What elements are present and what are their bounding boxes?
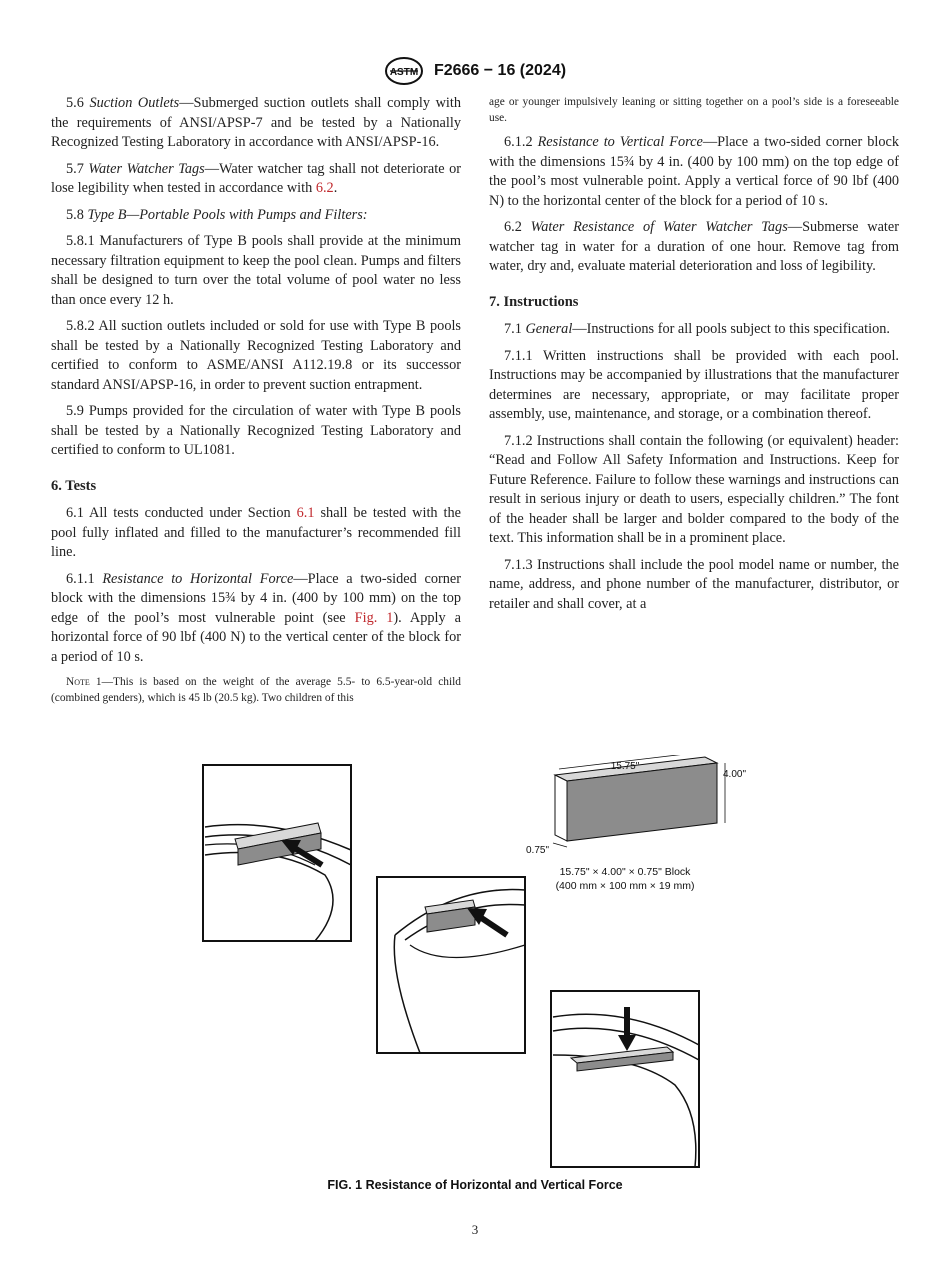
section-5-9: 5.9 Pumps provided for the circulation of water with Type B pools shall be tested by a Nationally Recognized Testing Laboratory and certified to conform to UL1081. <box>51 403 461 458</box>
page-header <box>0 56 950 86</box>
section-7-1-2: 7.1.2 Instructions shall contain the following (or equivalent) header: “Read and Follow All Safety Information and Instructions. Keep for Future Reference. Failure to follow these warnings and instructions can result in serious injury or death to users, especially children.” The font of the header shall be larger and bolder compared to the body of the text. This information shall be in a prominent place. <box>489 432 899 546</box>
document-designation: F2666 − 16 (2024) <box>433 62 567 79</box>
heading-instructions: 7. Instructions <box>489 293 579 310</box>
note-1-continued: age or younger impulsively leaning or sitting together on a pool’s side is a foreseeable use. <box>489 96 899 124</box>
section-5-7: 5.7 Water Watcher Tags—Water watcher tag shall not deteriorate or lose legibility when tested in accordance with 6.2. <box>51 160 461 196</box>
section-6-2: 6.2 Water Resistance of Water Watcher Tags—Submerse water watcher tag in water for a duration of one hour. Remove tag from water, dry and, evaluate material deterioration and loss of legibility. <box>489 219 899 274</box>
panel-vertical-force <box>551 991 699 1167</box>
link-6-2[interactable]: 6.2 <box>315 180 334 196</box>
section-6-1-2: 6.1.2 Resistance to Vertical Force—Place a two-sided corner block with the dimensions 15¾ by 4 in. (400 by 100 mm) on the top edge of the pool’s most vulnerable point. Apply a vertical force of 90 lbf (400 N) to the horizontal center of the block for a period of 10 s. <box>489 134 900 209</box>
section-6-1: 6.1 All tests conducted under Section 6.1 shall be tested with the pool fully inflated and filled to the manufacturer’s recommended fill line. <box>51 505 461 560</box>
astm-logo-icon <box>384 56 424 86</box>
panel-pool-block <box>377 877 525 1053</box>
section-7-1-3: 7.1.3 Instructions shall include the pool model name or number, the name, address, and phone number of the manufacturer, distributor, or retailer and shall cover, at a <box>489 556 899 612</box>
svg-text:15.75" × 4.00" × 0.75" Block: 15.75" × 4.00" × 0.75" Block <box>559 866 691 878</box>
page-number: 3 <box>471 1222 479 1237</box>
panel-horizontal-force <box>203 765 351 941</box>
heading-tests: 6. Tests <box>51 477 97 494</box>
section-7-1: 7.1 General—Instructions for all pools subject to this specification. <box>504 321 890 337</box>
link-6-1[interactable]: 6.1 <box>296 505 315 521</box>
link-fig-1[interactable]: Fig. 1 <box>354 609 394 626</box>
svg-text:ASTM: ASTM <box>389 67 419 78</box>
right-column <box>489 94 899 621</box>
section-6-1-1: 6.1.1 Resistance to Horizontal Force—Place a two-sided corner block with the dimensions 15¾ by 4 in. (400 by 100 mm) on the top edge of the pool’s most vulnerable point (see Fig. 1). Apply a horizontal force of 90 lbf (400 N) to the vertical center of the block for a period of 10 s. <box>51 570 461 665</box>
section-5-6: 5.6 Suction Outlets—Submerged suction outlets shall comply with the requirements of ANSI/APSP-7 and be tested by a Nationally Recognized Testing Laboratory in accordance with ANSI/APSP-16. <box>51 95 461 150</box>
svg-text:0.75": 0.75" <box>526 845 550 856</box>
figure-1-illustration <box>195 755 755 1175</box>
svg-text:(400 mm × 100 mm × 19 mm): (400 mm × 100 mm × 19 mm) <box>555 880 695 892</box>
left-column <box>51 94 461 713</box>
block-dimension-drawing <box>526 755 746 892</box>
svg-text:4.00": 4.00" <box>723 769 747 780</box>
section-5-8-2: 5.8.2 All suction outlets included or sold for use with Type B pools shall be tested by a Nationally Recognized Testing Laboratory and certified to conform to ASME/ANSI A112.19.8 or its successor standard ANSI/APSP-16, in order to prevent suction entrapment. <box>51 318 461 393</box>
note-1: Note 1—This is based on the weight of the average 5.5- to 6.5-year-old child (combined genders), which is 45 lb (20.5 kg). Two children of this <box>51 676 461 704</box>
section-7-1-1: 7.1.1 Written instructions shall be provided with each pool. Instructions may be accompanied by illustrations that the manufacturer determines are necessary, appropriate, or may facilitate proper assembly, use, maintenance, and storage, or a combination thereof. <box>489 347 899 422</box>
section-5-8: 5.8 Type B—Portable Pools with Pumps and Filters: <box>66 206 368 223</box>
svg-text:15.75": 15.75" <box>610 761 640 772</box>
section-5-8-1: 5.8.1 Manufacturers of Type B pools shall provide at the minimum necessary filtration equipment to keep the pool clean. Pumps and filters shall be designed to turn over the total volume of pool water no less than once every 12 h. <box>51 233 461 308</box>
figure-caption: FIG. 1 Resistance of Horizontal and Vertical Force <box>327 1178 623 1192</box>
